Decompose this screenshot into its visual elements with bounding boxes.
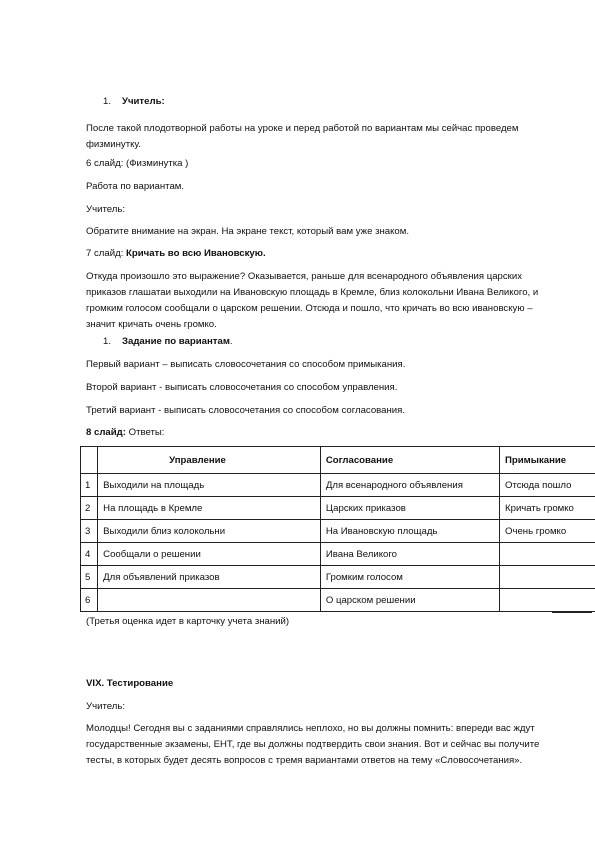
- paragraph: Молодцы! Сегодня вы с заданиями справлялись неплохо, но вы должны помнить: впереди вас ждут государственные экзамены, ЕНТ, где вы должны подтвердить свои знания. Вот и сейчас вы получите тесты, в которых будет десять вопросов с тремя вариантами ответов на тему «Словосочетания».: [86, 723, 540, 766]
- table-cell: Ивана Великого: [320, 543, 499, 566]
- table-header-cell: Управление: [98, 447, 321, 474]
- paragraph: (Третья оценка идет в карточку учета знаний): [86, 616, 290, 627]
- table-row: [81, 497, 595, 520]
- table-cell: [500, 543, 595, 566]
- paragraph: 6 слайд: (Физминутка ): [86, 158, 189, 169]
- table-row: [81, 589, 595, 612]
- section-heading: Учитель:: [122, 96, 165, 107]
- slide-7-line: 7 слайд: Кричать во всю Ивановскую.: [86, 248, 266, 259]
- table-header-cell: [81, 447, 98, 474]
- paragraph: Первый вариант – выписать словосочетания со способом примыкания.: [86, 359, 406, 370]
- idiom-title: Кричать во всю Ивановскую.: [126, 248, 266, 259]
- table-cell: Отсюда пошло: [500, 474, 595, 497]
- table-cell: 1: [81, 474, 98, 497]
- table-cell: На площадь в Кремле: [98, 497, 321, 520]
- list-number: 1.: [103, 96, 112, 107]
- table-header-cell: Согласование: [320, 447, 499, 474]
- section-teacher: [86, 94, 165, 110]
- section-variants: 1. Задание по вариантам.: [86, 334, 233, 350]
- table-header-cell: Примыкание: [500, 447, 595, 474]
- table-cell: 6: [81, 589, 98, 612]
- table-cell: Для объявлений приказов: [98, 566, 321, 589]
- table-cell: О царском решении: [320, 589, 499, 612]
- table-cell: 2: [81, 497, 98, 520]
- table-cell: Сообщали о решении: [98, 543, 321, 566]
- table-cell: 4: [81, 543, 98, 566]
- table-cell: Громким голосом: [320, 566, 499, 589]
- section-heading: Задание по вариантам: [122, 336, 230, 347]
- table-cell: 3: [81, 520, 98, 543]
- divider: [552, 612, 592, 613]
- table-cell: Очень громко: [500, 520, 595, 543]
- table-cell: [500, 589, 595, 612]
- table-cell: [98, 589, 321, 612]
- table-row: [81, 543, 595, 566]
- table-header-row: [81, 447, 595, 474]
- table-cell: 5: [81, 566, 98, 589]
- table-row: [81, 566, 595, 589]
- section-heading: VIX. Тестирование: [86, 678, 174, 689]
- paragraph: Обратите внимание на экран. На экране текст, который вам уже знаком.: [86, 226, 410, 237]
- paragraph: Откуда произошло это выражение? Оказывается, раньше для всенародного объявления царских приказов глашатаи выходили на Ивановскую площадь в Кремле, близ колокольни Ивана Великого, и громким голосом сообщали о царском решении. Отсюда и пошло, что кричать во всю ивановскую – значит кричать очень громко.: [86, 271, 539, 330]
- table-row: [81, 474, 595, 497]
- paragraph: Работа по вариантам.: [86, 181, 185, 192]
- table-row: [81, 520, 595, 543]
- list-number: 1.: [103, 336, 112, 347]
- paragraph: Третий вариант - выписать словосочетания со способом согласования.: [86, 405, 406, 416]
- answers-table: [80, 446, 595, 612]
- table-cell: [500, 566, 595, 589]
- table-cell: Выходили близ колокольни: [98, 520, 321, 543]
- paragraph: Второй вариант - выписать словосочетания со способом управления.: [86, 382, 398, 393]
- table-cell: Выходили на площадь: [98, 474, 321, 497]
- slide-8-line: 8 слайд: Ответы:: [86, 427, 165, 438]
- table-cell: Для всенародного объявления: [320, 474, 499, 497]
- paragraph: Учитель:: [86, 204, 126, 215]
- paragraph: После такой плодотворной работы на уроке и перед работой по вариантам мы сейчас проведем физминутку.: [86, 123, 519, 150]
- table-cell: Кричать громко: [500, 497, 595, 520]
- paragraph: Учитель:: [86, 701, 126, 712]
- table-cell: На Ивановскую площадь: [320, 520, 499, 543]
- table-cell: Царских приказов: [320, 497, 499, 520]
